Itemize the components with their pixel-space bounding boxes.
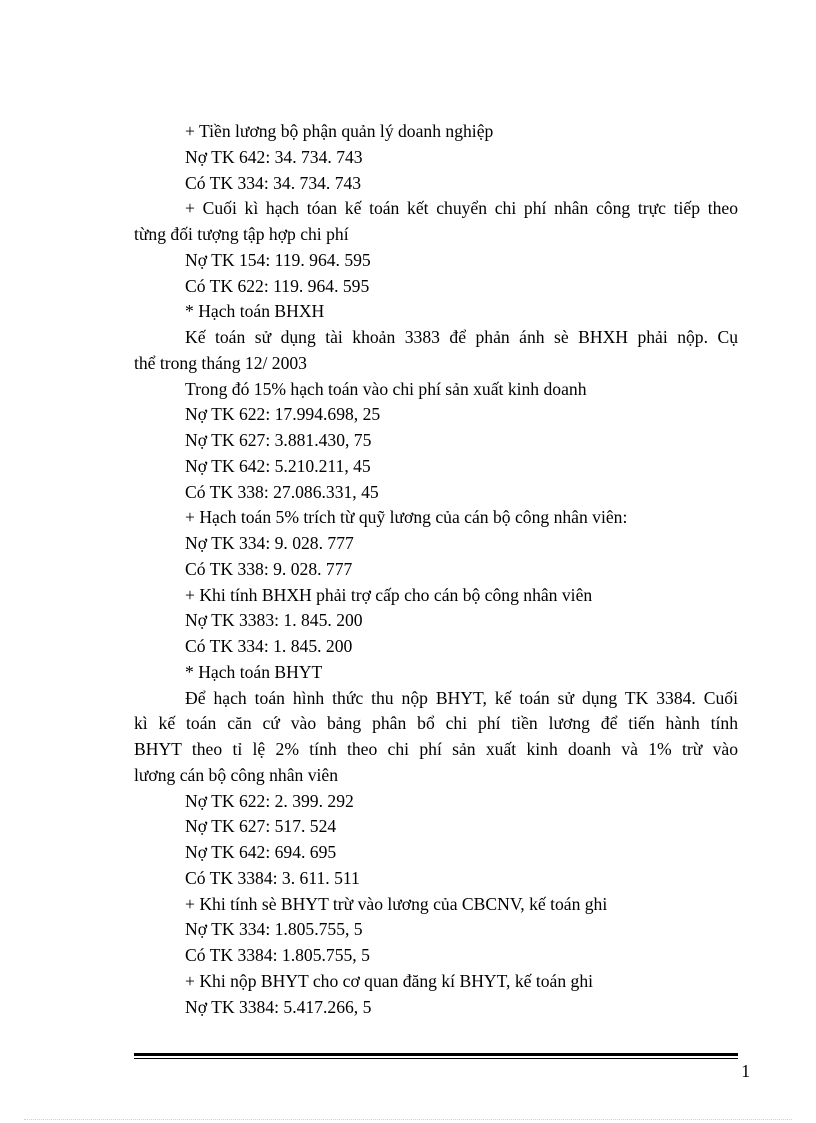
text-line: Nợ TK 642: 34. 734. 743 (185, 146, 363, 167)
text-line: Nợ TK 642: 5.210.211, 45 (185, 455, 371, 476)
document-body (134, 119, 738, 1020)
text-line: Có TK 338: 27.086.331, 45 (185, 481, 379, 502)
text-line: Nợ TK 334: 1.805.755, 5 (185, 919, 363, 940)
text-line: * Hạch toán BHXH (185, 301, 325, 322)
text-line: Nợ TK 3384: 5.417.266, 5 (185, 996, 372, 1017)
text-line: Có TK 3384: 3. 611. 511 (185, 867, 360, 888)
footer-rule-thin (134, 1058, 738, 1059)
text-line: Nợ TK 627: 517. 524 (185, 816, 337, 837)
text-line: Có TK 334: 34. 734. 743 (185, 172, 362, 193)
text-line: + Khi nộp BHYT cho cơ quan đăng kí BHYT, kế toán ghi (185, 970, 594, 991)
text-line: + Khi tính sè BHYT trừ vào lương của CBCNV, kế toán ghi (185, 893, 608, 914)
text-line: Nợ TK 622: 2. 399. 292 (185, 790, 354, 811)
text-line: * Hạch toán BHYT (185, 661, 323, 682)
text-line: Có TK 622: 119. 964. 595 (185, 275, 370, 296)
text-line: Kế toán sử dụng tài khoản 3383 để phản ánh sè BHXH phải nộp. Cụ (185, 327, 738, 347)
text-line: + Tiền lương bộ phận quản lý doanh nghiệp (185, 121, 494, 141)
text-line: + Khi tính BHXH phải trợ cấp cho cán bộ công nhân viên (185, 584, 593, 605)
text-line: Có TK 338: 9. 028. 777 (185, 558, 353, 579)
page-edge-divider (24, 1119, 792, 1120)
text-line: Nợ TK 3383: 1. 845. 200 (185, 610, 363, 631)
text-line: Nợ TK 642: 694. 695 (185, 842, 337, 862)
text-line: BHYT theo tỉ lệ 2% tính theo chi phí sản xuất kinh doanh và 1% trừ vào (134, 739, 738, 759)
text-line: Trong đó 15% hạch toán vào chi phí sản xuất kinh doanh (185, 378, 587, 399)
text-line: Nợ TK 627: 3.881.430, 75 (185, 430, 372, 450)
text-line: từng đối tượng tập hợp chi phí (134, 224, 349, 244)
text-line: kì kế toán căn cứ vào bảng phân bổ chi phí tiền lương để tiến hành tính (134, 713, 738, 734)
text-line: + Cuối kì hạch tóan kế toán kết chuyển chi phí nhân công trực tiếp theo (185, 198, 738, 219)
text-line: Để hạch toán hình thức thu nộp BHYT, kế toán sử dụng TK 3384. Cuối (185, 687, 738, 708)
text-line: + Hạch toán 5% trích từ quỹ lương của cán bộ công nhân viên: (185, 507, 628, 528)
text-line: Nợ TK 622: 17.994.698, 25 (185, 404, 381, 425)
text-line: Có TK 3384: 1.805.755, 5 (185, 945, 370, 965)
footer-rule-thick (134, 1053, 738, 1056)
page-number: 1 (741, 1061, 750, 1081)
text-line: lương cán bộ công nhân viên (134, 764, 339, 785)
text-line: Nợ TK 334: 9. 028. 777 (185, 533, 354, 553)
text-line: thể trong tháng 12/ 2003 (134, 352, 307, 373)
text-line: Nợ TK 154: 119. 964. 595 (185, 249, 371, 270)
text-line: Có TK 334: 1. 845. 200 (185, 636, 353, 656)
